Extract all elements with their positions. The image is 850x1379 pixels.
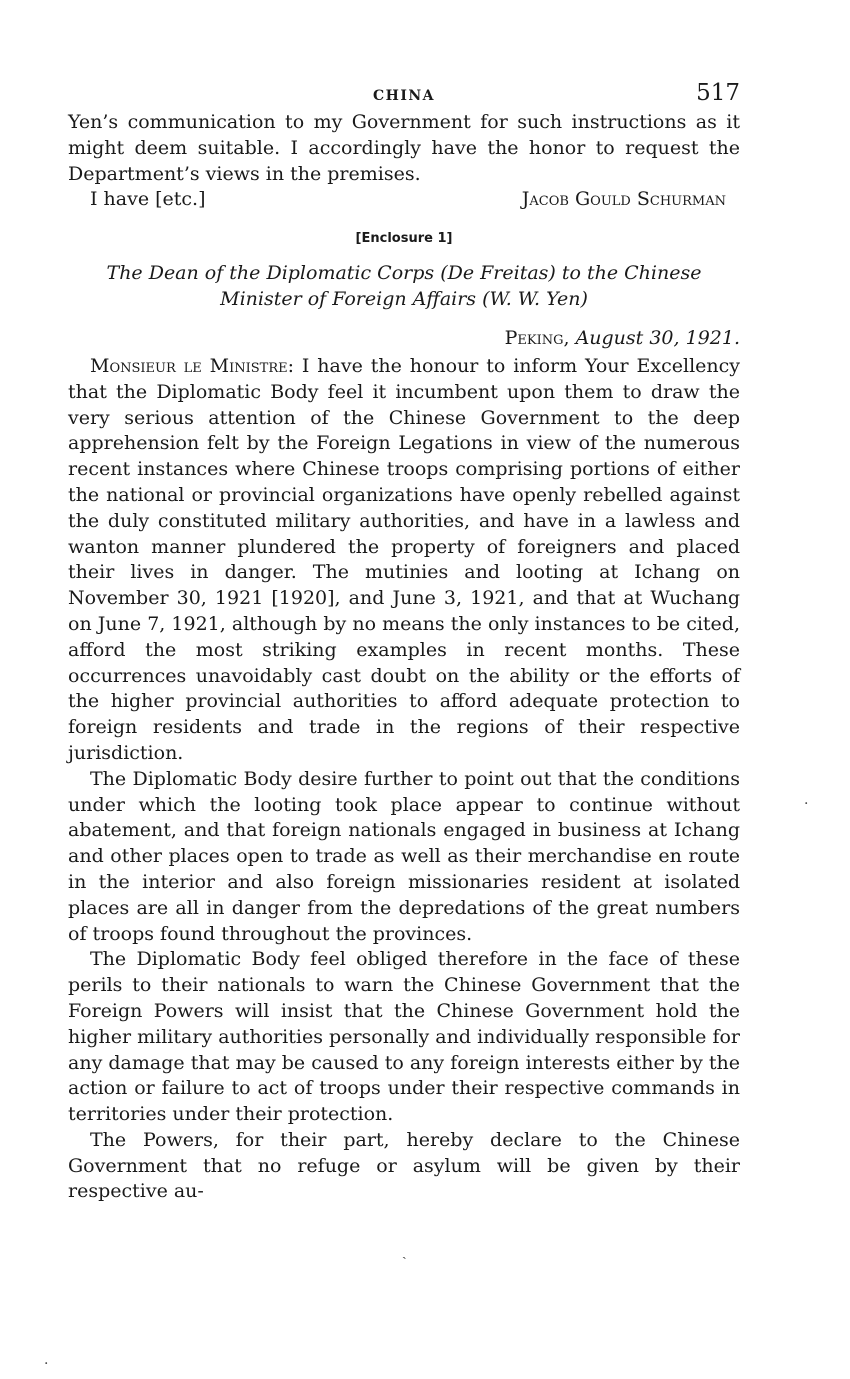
stray-mark-tick: ˏ xyxy=(402,1244,407,1260)
stray-mark-dot: · xyxy=(804,796,809,812)
enclosure-heading xyxy=(68,260,740,312)
document-page xyxy=(68,80,740,1205)
page-number: 517 xyxy=(696,80,740,106)
dateline xyxy=(68,326,740,352)
running-head-title: CHINA xyxy=(372,88,436,104)
signature: Jacob Gould Schurman xyxy=(521,188,726,211)
letter-paragraph-3: The Diplomatic Body feel obliged therefore in the face of these perils to their nationals to warn the Chinese Government that the Foreign Powers will insist that the Chinese Government hold the higher military authorities personally and individually responsible for any damage that may be caused to any foreign interests either by the action or failure to act of troops under their respective commands in territories under their protection. xyxy=(68,948,740,1126)
letter-paragraph-1-text: I have the honour to inform Your Excellency that the Diplomatic Body feel it incumbent upon them to draw the very serious attention of the Chinese Government to the deep apprehension felt by the Foreign Legations in view of the numerous recent instances where Chinese troops comprising portions of either the national or provincial organizations have openly rebelled against the duly constituted military authorities, and have in a lawless and wanton manner plundered the property of foreigners and placed their lives in danger. The mutinies and looting at Ichang on November 30, 1921 [1920], and June 3, 1921, and that at Wuchang on June 7, 1921, although by no means the only instances to be cited, afford the most striking examples in recent months. These occurrences unavoidably cast doubt on the ability or the efforts of the higher provincial authorities to afford adequate protection to foreign residents and trade in the regions of their respective jurisdiction. xyxy=(68,354,741,764)
running-head xyxy=(68,80,740,110)
enclosure-heading-line-1: The Dean of the Diplomatic Corps (De Freitas) to the Chinese xyxy=(106,262,702,285)
dateline-place: Peking, xyxy=(504,327,570,350)
dateline-date: August 30, 1921. xyxy=(575,327,740,350)
enclosure-label: [Enclosure 1] xyxy=(355,231,453,247)
closing-phrase: I have [etc.] xyxy=(90,188,206,211)
letter-paragraph-2: The Diplomatic Body desire further to point out that the conditions under which the looting took place appear to continue without abatement, and that foreign nationals engaged in business at Ichang and other places open to trade as well as their merchandise en route in the interior and also foreign missionaries resident at isolated places are all in danger from the depredations of the great numbers of troops found throughout the provinces. xyxy=(68,767,740,945)
opening-paragraph: Yen’s communication to my Government for such instructions as it might deem suitable. I accordingly have the honor to request the Department’s views in the premises. xyxy=(68,111,740,185)
stray-mark-dot-2: · xyxy=(44,1356,49,1372)
enclosure-heading-line-2: Minister of Foreign Affairs (W. W. Yen) xyxy=(220,288,588,311)
letter-paragraph-1 xyxy=(68,354,740,767)
letter-paragraph-4: The Powers, for their part, hereby declare to the Chinese Government that no refuge or asylum will be given by their respective au- xyxy=(68,1128,740,1203)
closing-line xyxy=(68,187,740,213)
salutation: Monsieur le Ministre: xyxy=(90,354,295,377)
